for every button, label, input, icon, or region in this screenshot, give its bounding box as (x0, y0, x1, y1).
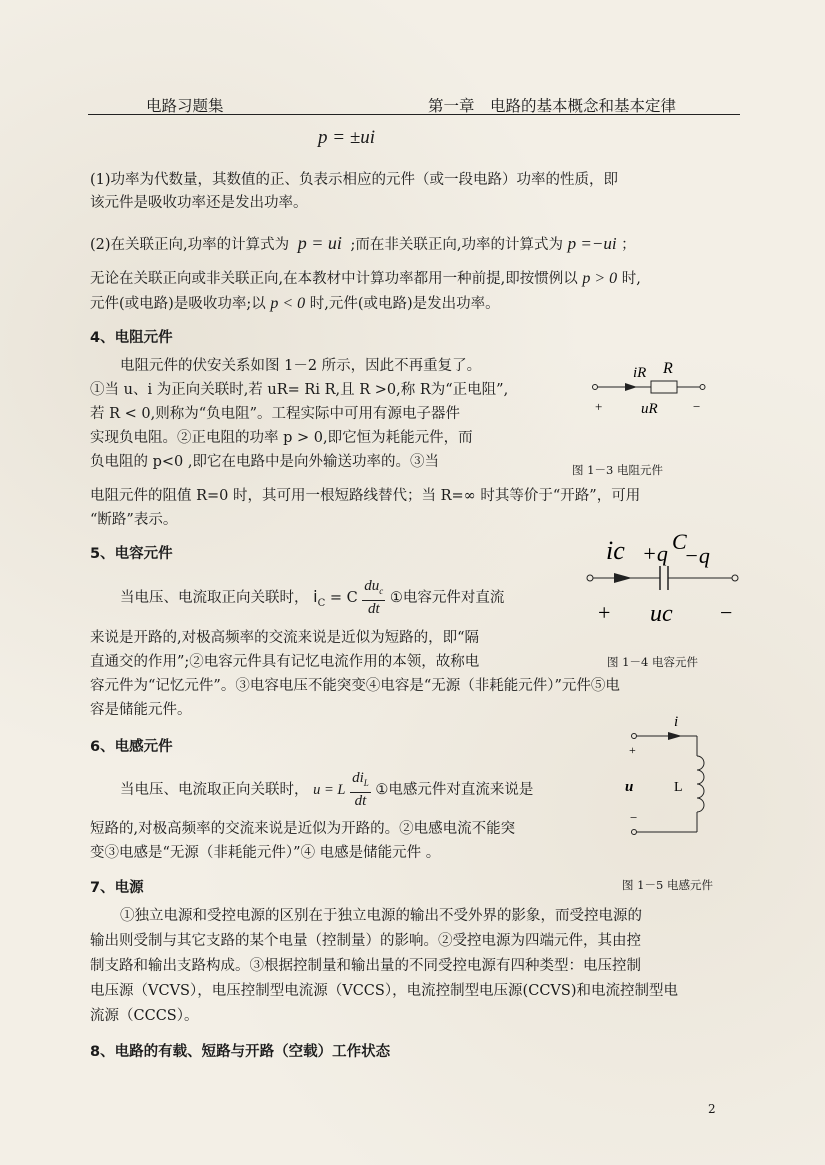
para-3-line-2 (90, 292, 500, 316)
section-5-title: 5、电容元件 (90, 546, 173, 562)
s6-fraction-num (350, 770, 371, 793)
resistor-body (651, 381, 677, 393)
inductor-terminal-top (632, 734, 637, 739)
resistor-current-label: iR (633, 365, 647, 381)
para-4-formula: p < 0 (270, 295, 306, 312)
s5-line-1-text-a: 当电压、电流取正向关联时， (120, 590, 309, 606)
resistor-caption: 图 1－3 电阻元件 (572, 463, 663, 477)
para-2 (90, 232, 636, 257)
para-2-text-c: ； (621, 237, 636, 253)
s4-line-6: 电阻元件的阻值 R=0 时，其可用一根短路线替代；当 R=∞ 时其等价于“开路”，可用 (90, 488, 641, 504)
page-number: 2 (708, 1102, 716, 1116)
para-1-line-2: 该元件是吸收功率还是发出功率。 (90, 195, 308, 211)
s5-line-1-text-b: ①电容元件对直流 (389, 590, 505, 606)
s6-line-1 (120, 770, 533, 810)
capacitor-terminal-right (732, 575, 738, 581)
inductor-voltage-label: u (625, 779, 634, 795)
inductor-arrow (668, 732, 682, 740)
section-6-title: 6、电感元件 (90, 739, 173, 755)
capacitor-plus-q: +q (642, 541, 668, 566)
capacitor-terminal-left (587, 575, 593, 581)
s7-line-5: 流源（CCCS）。 (90, 1008, 199, 1024)
para-2-text-a: (2)在关联正向,功率的计算式为 (90, 237, 290, 253)
s7-line-3: 制支路和输出支路构成。③根据控制量和输出量的不同受控电源有四种类型：电压控制 (90, 958, 641, 974)
s5-i-sub: C (317, 597, 326, 609)
inductor-diagram (612, 712, 722, 842)
resistor-terminal-left (593, 385, 598, 390)
capacitor-arrow (614, 573, 632, 583)
header-left: 电路习题集 (146, 97, 224, 115)
s5-fraction-num (362, 578, 385, 601)
capacitor-current-label: ic (606, 536, 625, 565)
resistor-diagram (585, 355, 715, 420)
s4-line-2: ①当 u、i 为正向关联时,若 uR= Ri R,且 R >0,称 R为“正电阻”, (90, 382, 509, 398)
s5-line-1 (120, 578, 504, 618)
s6-line-2: 短路的,对极高频率的交流来说是近似为开路的。②电感电流不能突 (90, 821, 516, 837)
para-1-line-1: (1)功率为代数量，其数值的正、负表示相应的元件（或一段电路）功率的性质，即 (90, 172, 619, 188)
power-formula: p = ±ui (318, 127, 376, 148)
s6-num-sub: L (363, 778, 369, 788)
resistor-voltage-label: uR (641, 401, 658, 417)
s6-fraction (350, 770, 371, 810)
inductor-coil (697, 756, 704, 812)
inductor-minus: − (630, 810, 638, 825)
s4-line-3: 若 R < 0,则称为“负电阻”。工程实际中可用有源电子器件 (90, 406, 461, 422)
s6-u-eq: u = L (313, 782, 346, 798)
inductor-terminal-bottom (632, 830, 637, 835)
section-7-title: 7、电源 (90, 880, 144, 896)
s5-num-text: du (364, 578, 380, 594)
resistor-minus: − (693, 399, 701, 414)
s4-line-7: “断路”表示。 (90, 512, 178, 528)
capacitor-label: C (672, 529, 687, 554)
para-2-formula-1: p = ui (297, 233, 342, 253)
s6-num-text: di (352, 770, 364, 786)
s6-line-1-text-b: ①电感元件对直流来说是 (375, 782, 534, 798)
para-2-text-b: ;而在非关联正向,功率的计算式为 (350, 237, 564, 253)
resistor-label: R (663, 360, 673, 377)
s5-line-2: 来说是开路的,对极高频率的交流来说是近似为短路的，即“隔 (90, 630, 480, 646)
para-3-text-a: 无论在关联正向或非关联正向,在本教材中计算功率都用一种前提,即按惯例以 (90, 271, 578, 287)
s5-line-3: 直通交的作用”;②电容元件具有记忆电流作用的本领，故称电 (90, 654, 480, 670)
para-2-formula-2: p =−ui (567, 234, 617, 253)
section-8-title: 8、电路的有载、短路与开路（空载）工作状态 (90, 1044, 391, 1060)
s5-num-sub: c (379, 586, 384, 596)
para-3-text-b: 时, (621, 271, 641, 287)
para-3-line-1 (90, 267, 641, 291)
s7-line-1: ①独立电源和受控电源的区别在于独立电源的输出不受外界的影象，而受控电源的 (120, 908, 642, 924)
section-4-title: 4、电阻元件 (90, 330, 173, 346)
capacitor-minus: − (720, 600, 733, 625)
s5-fraction (362, 578, 385, 618)
s7-line-4: 电压源（VCVS），电压控制型电流源（VCCS），电流控制型电压源(CCVS)和电流控制型电 (90, 983, 678, 999)
inductor-current-label: i (674, 714, 679, 730)
s4-line-5: 负电阻的 p<0 ,即它在电路中是向外输送功率的。③当 (90, 454, 439, 470)
capacitor-voltage-label: uc (650, 601, 673, 627)
resistor-plus: + (595, 399, 603, 414)
header-rule (88, 114, 740, 115)
s6-fraction-den: dt (354, 793, 367, 809)
s6-line-3: 变③电感是“无源（非耗能元件）”④ 电感是储能元件 。 (90, 845, 441, 861)
capacitor-minus-q: −q (684, 543, 710, 568)
inductor-caption: 图 1－5 电感元件 (622, 878, 713, 892)
s5-i: i (313, 587, 318, 606)
s5-line-5: 容是储能元件。 (90, 702, 192, 718)
capacitor-plus: + (598, 600, 611, 625)
para-4-text-a: 元件(或电路)是吸收功率;以 (90, 296, 266, 312)
s6-line-1-text-a: 当电压、电流取正向关联时， (120, 782, 309, 798)
s5-fraction-den: dt (367, 601, 380, 617)
header-right: 第一章 电路的基本概念和基本定律 (428, 97, 677, 115)
s5-eq: = C (329, 590, 358, 606)
inductor-plus: + (629, 743, 636, 757)
s4-line-4: 实现负电阻。②正电阻的功率 p > 0,即它恒为耗能元件，而 (90, 430, 473, 446)
inductor-label: L (674, 780, 683, 795)
resistor-terminal-right (700, 385, 705, 390)
s5-line-4: 容元件为“记忆元件”。③电容电压不能突变④电容是“无源（非耗能元件）”元件⑤电 (90, 678, 620, 694)
s7-line-2: 输出则受制与其它支路的某个电量（控制量）的影响。②受控电源为四端元件，其由控 (90, 933, 641, 949)
para-3-formula: p > 0 (582, 270, 618, 287)
resistor-arrow (625, 383, 637, 391)
para-4-text-b: 时,元件(或电路)是发出功率。 (309, 296, 500, 312)
capacitor-caption: 图 1－4 电容元件 (607, 655, 698, 669)
capacitor-diagram (580, 525, 745, 635)
s4-line-1: 电阻元件的伏安关系如图 1－2 所示，因此不再重复了。 (120, 358, 482, 374)
